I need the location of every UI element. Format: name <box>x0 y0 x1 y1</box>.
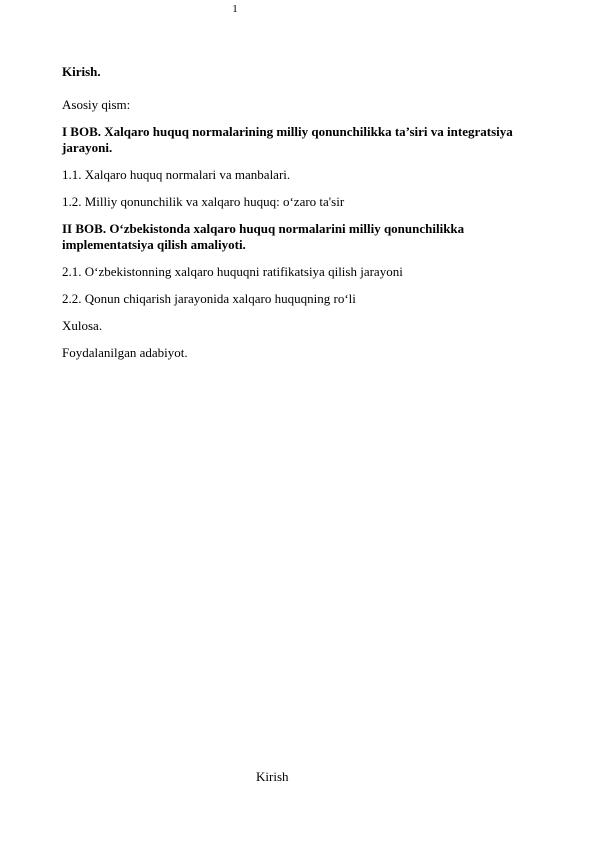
toc-item-section-1-1: 1.1. Xalqaro huquq normalari va manbalari. <box>62 167 291 182</box>
page-number: 1 <box>232 3 238 15</box>
toc-item-asosiy-qism: Asosiy qism: <box>62 97 131 112</box>
toc-item-adabiyot: Foydalanilgan adabiyot. <box>62 345 188 360</box>
toc-item-section-1-2: 1.2. Milliy qonunchilik va xalqaro huquq: o‘zaro ta'sir <box>62 194 345 209</box>
toc-item-chapter-1: I BOB. Xalqaro huquq normalarining milliy qonunchilikka ta’siri va integratsiya jarayoni. <box>62 124 513 155</box>
toc-item-section-2-1: 2.1. O‘zbekistonning xalqaro huquqni ratifikatsiya qilish jarayoni <box>62 264 403 279</box>
toc-item-chapter-2: II BOB. O‘zbekistonda xalqaro huquq normalarini milliy qonunchilikka implementatsiya qilish amaliyoti. <box>62 221 465 252</box>
table-of-contents <box>62 64 532 372</box>
footer-section-label: Kirish <box>256 769 289 784</box>
toc-item-xulosa: Xulosa. <box>62 318 103 333</box>
toc-item-kirish: Kirish. <box>62 64 101 79</box>
toc-item-section-2-2: 2.2. Qonun chiqarish jarayonida xalqaro huquqning ro‘li <box>62 291 356 306</box>
